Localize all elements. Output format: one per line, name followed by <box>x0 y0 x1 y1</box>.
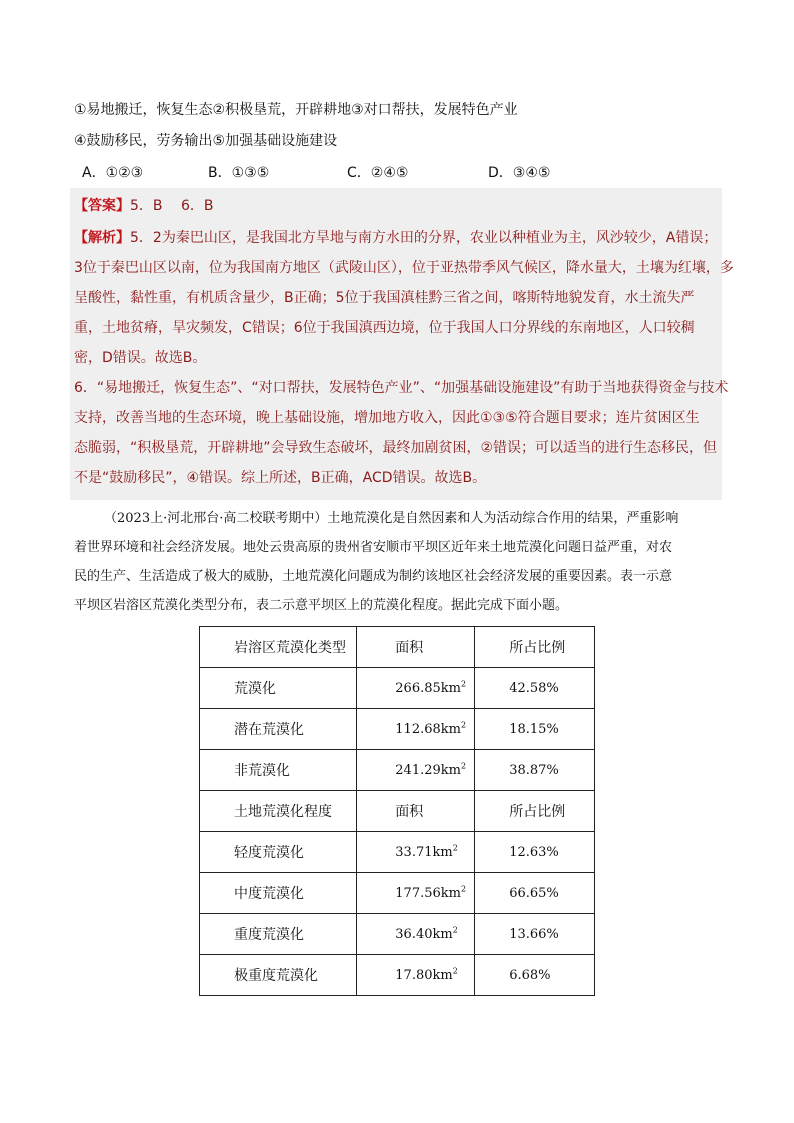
table-cell-c3 <box>475 914 595 955</box>
choice-d: D．③④⑤ <box>488 165 551 181</box>
cell-text: 18.15% <box>509 721 559 737</box>
cell-text: 66.65% <box>509 885 559 901</box>
table-header-row <box>200 627 595 668</box>
cell-text: 面积 <box>395 804 424 820</box>
answer-tag: 【答案】 <box>74 198 130 214</box>
table-cell-c1 <box>200 873 357 914</box>
cell-text: 36.40km <box>395 926 453 942</box>
table-cell-c2 <box>357 914 475 955</box>
unit-superscript: 2 <box>460 679 467 689</box>
analysis-line-2: 3位于秦巴山区以南，位为我国南方地区（武陵山区），位于亚热带季风气候区，降水量大，土壤为红壤，多 <box>74 260 734 276</box>
intro-line-3: 民的生产、生活造成了极大的威胁，土地荒漠化问题成为制约该地区社会经济发展的重要因素。表一示意 <box>74 569 673 584</box>
cell-text: 所占比例 <box>509 804 566 820</box>
analysis-line-6: 6．“易地搬迁，恢复生态”、“对口帮扶，发展特色产业”、“加强基础设施建设”有助于当地获得资金与技术 <box>74 380 729 396</box>
table-row <box>200 750 595 791</box>
answer-text: 5．B 6．B <box>130 198 214 214</box>
analysis-line-9: 不是“鼓励移民”，④错误。综上所述，B正确，ACD错误。故选B。 <box>74 470 487 486</box>
intro-line-2: 着世界环境和社会经济发展。地处云贵高原的贵州省安顺市平坝区近年来土地荒漠化问题日益严重，对农 <box>74 540 673 555</box>
table-row <box>200 668 595 709</box>
table-cell-c2 <box>357 627 475 668</box>
table-cell-c1 <box>200 832 357 873</box>
table-cell-c2 <box>357 832 475 873</box>
answer-analysis-box <box>70 188 734 500</box>
table-row <box>200 709 595 750</box>
table-cell-c1 <box>200 791 357 832</box>
table-cell-c3 <box>475 791 595 832</box>
choice-b: B．①③⑤ <box>208 165 270 181</box>
cell-text: 岩溶区荒漠化类型 <box>234 640 346 656</box>
option-statements-line-1: ①易地搬迁，恢复生态②积极垦荒，开辟耕地③对口帮扶，发展特色产业 <box>74 102 518 118</box>
cell-text: 17.80km <box>395 967 453 983</box>
analysis-line-3: 呈酸性，黏性重，有机质含量少，B正确；5位于我国滇桂黔三省之间，喀斯特地貌发育，水土流失严 <box>74 290 695 306</box>
table-row <box>200 873 595 914</box>
cell-text: 重度荒漠化 <box>234 927 304 943</box>
analysis-text: 5．2为秦巴山区，是我国北方旱地与南方水田的分界，农业以种植业为主，风沙较少，A错误； <box>130 230 718 246</box>
desertification-table <box>199 626 595 996</box>
table-cell-c2 <box>357 668 475 709</box>
cell-text: 266.85km <box>395 680 461 696</box>
table-cell-c3 <box>475 873 595 914</box>
option-statements-line-2: ④鼓励移民，劳务输出⑤加强基础设施建设 <box>74 133 338 149</box>
table-cell-c2 <box>357 709 475 750</box>
table-cell-c3 <box>475 627 595 668</box>
unit-superscript: 2 <box>460 720 467 730</box>
choice-c: C．②④⑤ <box>347 165 409 181</box>
table-cell-c3 <box>475 832 595 873</box>
analysis-line-1 <box>74 228 717 248</box>
cell-text: 轻度荒漠化 <box>234 845 304 861</box>
cell-text: 面积 <box>395 640 424 656</box>
unit-superscript: 2 <box>452 843 458 853</box>
cell-text: 所占比例 <box>509 640 566 656</box>
answer-line <box>74 196 213 216</box>
table-cell-c3 <box>475 750 595 791</box>
cell-text: 极重度荒漠化 <box>234 968 318 984</box>
table-cell-c1 <box>200 914 357 955</box>
table-row <box>200 832 595 873</box>
table-cell-c3 <box>475 668 595 709</box>
table-cell-c1 <box>200 627 357 668</box>
analysis-line-8: 态脆弱，“积极垦荒，开辟耕地”会导致生态破坏，最终加剧贫困，②错误；可以适当的进行生态移民，但 <box>74 440 718 456</box>
cell-text: 12.63% <box>509 844 559 860</box>
cell-text: 38.87% <box>509 762 559 778</box>
unit-superscript: 2 <box>452 925 458 935</box>
choice-a: A．①②③ <box>82 165 144 181</box>
cell-text: 6.68% <box>509 967 551 983</box>
intro-line-1: （2023上·河北邢台·高二校联考期中）土地荒漠化是自然因素和人为活动综合作用的结果，严重影响 <box>104 511 679 526</box>
cell-text: 荒漠化 <box>234 681 276 697</box>
cell-text: 241.29km <box>395 762 461 778</box>
table-cell-c2 <box>357 791 475 832</box>
table-row <box>200 955 595 996</box>
cell-text: 非荒漠化 <box>234 763 290 779</box>
table-cell-c2 <box>357 955 475 996</box>
table-cell-c1 <box>200 709 357 750</box>
analysis-tag: 【解析】 <box>74 230 130 246</box>
analysis-line-7: 支持，改善当地的生态环境，晚上基础设施，增加地方收入，因此①③⑤符合题目要求；连片贫困区生 <box>74 410 700 426</box>
table-cell-c1 <box>200 668 357 709</box>
cell-text: 112.68km <box>395 721 461 737</box>
cell-text: 177.56km <box>395 885 461 901</box>
table-cell-c2 <box>357 750 475 791</box>
cell-text: 33.71km <box>395 844 453 860</box>
cell-text: 13.66% <box>509 926 559 942</box>
unit-superscript: 2 <box>452 966 458 976</box>
unit-superscript: 2 <box>460 884 467 894</box>
table-cell-c2 <box>357 873 475 914</box>
table-header-row <box>200 791 595 832</box>
intro-line-4: 平坝区岩溶区荒漠化类型分布，表二示意平坝区上的荒漠化程度。据此完成下面小题。 <box>74 598 569 613</box>
choice-row <box>74 162 634 182</box>
table-cell-c3 <box>475 955 595 996</box>
cell-text: 土地荒漠化程度 <box>234 804 332 820</box>
unit-superscript: 2 <box>460 761 467 771</box>
cell-text: 潜在荒漠化 <box>234 722 304 738</box>
table-cell-c1 <box>200 955 357 996</box>
table-row <box>200 914 595 955</box>
analysis-line-5: 密，D错误。故选B。 <box>74 350 207 366</box>
table-cell-c1 <box>200 750 357 791</box>
cell-text: 42.58% <box>509 680 559 696</box>
analysis-line-4: 重，土地贫瘠，旱灾频发，C错误；6位于我国滇西边境，位于我国人口分界线的东南地区，人口较稠 <box>74 320 695 336</box>
table-cell-c3 <box>475 709 595 750</box>
cell-text: 中度荒漠化 <box>234 886 304 902</box>
